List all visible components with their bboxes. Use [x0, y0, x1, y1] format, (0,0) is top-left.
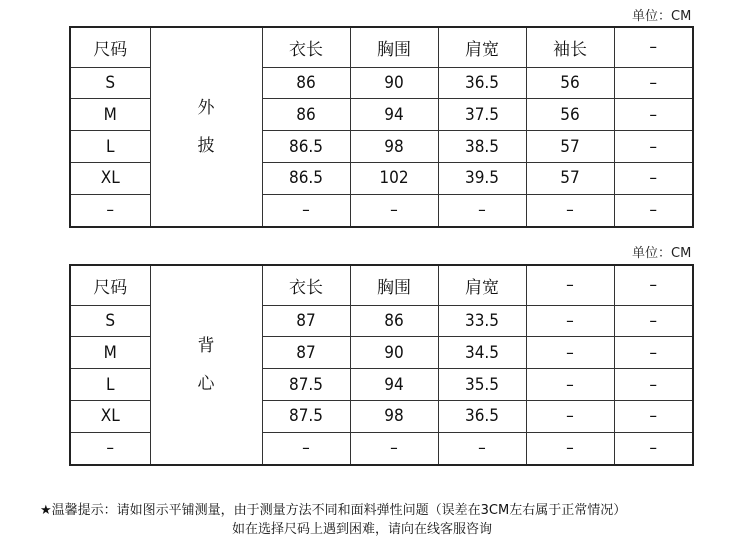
value-cell: –	[614, 131, 693, 163]
value-cell: –	[350, 432, 438, 465]
size-cell: XL	[70, 401, 150, 433]
header-cell: 衣长	[262, 265, 350, 305]
value-cell: 102	[350, 163, 438, 195]
header-cell: 尺码	[70, 27, 150, 67]
value-cell: –	[526, 337, 614, 369]
value-cell: –	[526, 369, 614, 401]
category-char: 心	[197, 374, 215, 394]
category-char: 背	[197, 336, 215, 356]
value-cell: 98	[350, 131, 438, 163]
value-cell: 57	[526, 163, 614, 195]
header-cell: –	[614, 265, 693, 305]
value-cell: 94	[350, 369, 438, 401]
value-cell: –	[262, 432, 350, 465]
value-cell: 39.5	[438, 163, 526, 195]
customer-service-note: 如在选择尺码上遇到困难，请向在线客服咨询	[232, 522, 493, 537]
value-cell: –	[526, 432, 614, 465]
value-cell: –	[438, 194, 526, 227]
category-char: 外	[197, 98, 215, 118]
value-cell: 90	[350, 337, 438, 369]
value-cell: –	[614, 432, 693, 465]
value-cell: –	[614, 369, 693, 401]
table-header-row	[70, 27, 693, 67]
value-cell: –	[614, 337, 693, 369]
value-cell: 33.5	[438, 305, 526, 337]
value-cell: 86	[262, 99, 350, 131]
size-cell: –	[70, 432, 150, 465]
value-cell: –	[614, 99, 693, 131]
size-cell: M	[70, 337, 150, 369]
value-cell: 37.5	[438, 99, 526, 131]
value-cell: 56	[526, 67, 614, 99]
value-cell: –	[350, 194, 438, 227]
header-cell: 尺码	[70, 265, 150, 305]
value-cell: 94	[350, 99, 438, 131]
value-cell: –	[526, 305, 614, 337]
category-char: 披	[197, 136, 215, 156]
value-cell: –	[526, 401, 614, 433]
header-cell: –	[614, 27, 693, 67]
value-cell: –	[614, 401, 693, 433]
header-cell: 衣长	[262, 27, 350, 67]
header-cell: 胸围	[350, 265, 438, 305]
value-cell: –	[262, 194, 350, 227]
value-cell: 36.5	[438, 67, 526, 99]
value-cell: 86	[350, 305, 438, 337]
header-cell: 胸围	[350, 27, 438, 67]
category-cell	[150, 265, 262, 465]
category-cell	[150, 27, 262, 227]
value-cell: 90	[350, 67, 438, 99]
value-cell: 87.5	[262, 401, 350, 433]
size-table-vest	[69, 264, 694, 466]
table-header-row	[70, 265, 693, 305]
value-cell: 86	[262, 67, 350, 99]
value-cell: –	[614, 163, 693, 195]
value-cell: 87	[262, 337, 350, 369]
header-cell: 袖长	[526, 27, 614, 67]
header-cell: 肩宽	[438, 265, 526, 305]
value-cell: 98	[350, 401, 438, 433]
value-cell: 36.5	[438, 401, 526, 433]
size-cell: XL	[70, 163, 150, 195]
size-cell: –	[70, 194, 150, 227]
header-cell: –	[526, 265, 614, 305]
value-cell: 86.5	[262, 131, 350, 163]
value-cell: –	[614, 305, 693, 337]
unit-label: 单位：CM	[632, 9, 692, 24]
value-cell: –	[438, 432, 526, 465]
value-cell: 87	[262, 305, 350, 337]
value-cell: 38.5	[438, 131, 526, 163]
value-cell: 86.5	[262, 163, 350, 195]
size-cell: L	[70, 131, 150, 163]
size-cell: S	[70, 305, 150, 337]
measurement-tip: ★温馨提示：请如图示平铺测量，由于测量方法不同和面料弹性问题（误差在3CM左右属于正常情况）	[40, 503, 627, 518]
value-cell: –	[614, 194, 693, 227]
value-cell: 56	[526, 99, 614, 131]
size-cell: M	[70, 99, 150, 131]
unit-label: 单位：CM	[632, 246, 692, 261]
value-cell: –	[526, 194, 614, 227]
size-cell: L	[70, 369, 150, 401]
size-table-jacket	[69, 26, 694, 228]
size-cell: S	[70, 67, 150, 99]
value-cell: 34.5	[438, 337, 526, 369]
value-cell: 35.5	[438, 369, 526, 401]
value-cell: –	[614, 67, 693, 99]
value-cell: 57	[526, 131, 614, 163]
value-cell: 87.5	[262, 369, 350, 401]
header-cell: 肩宽	[438, 27, 526, 67]
